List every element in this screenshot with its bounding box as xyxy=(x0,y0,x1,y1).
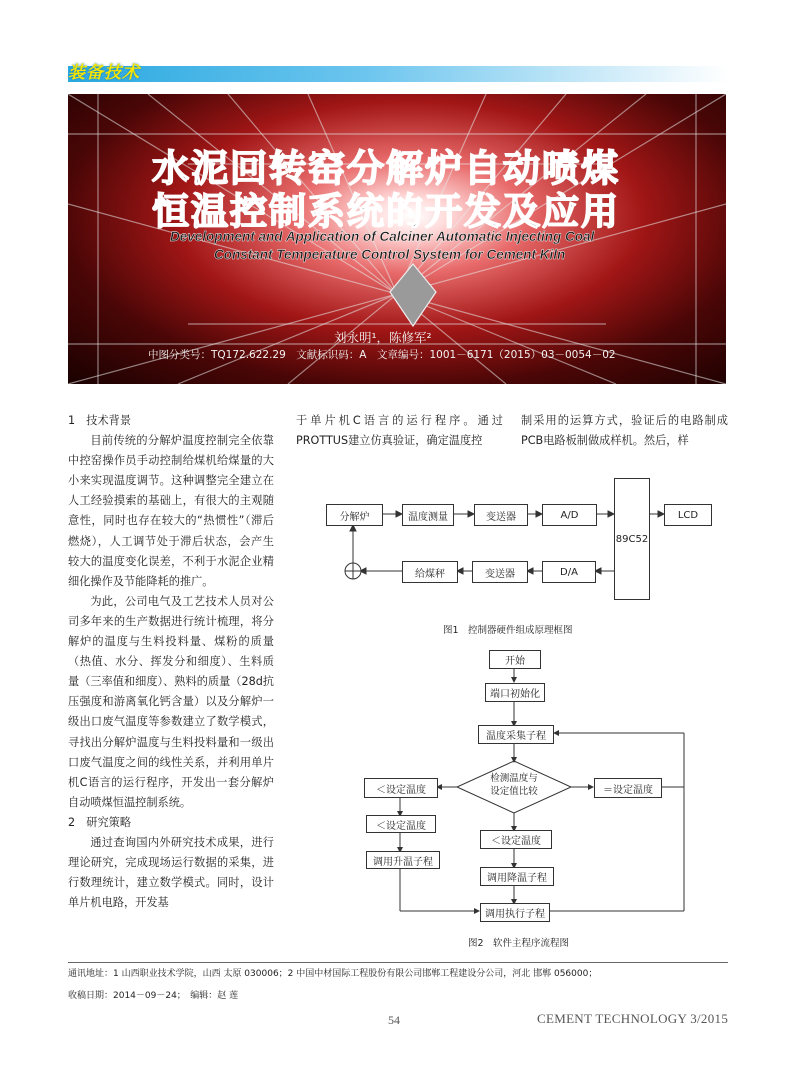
flow-less-left2: ＜设定温度 xyxy=(366,815,436,833)
box-transmitter-top: 变送器 xyxy=(474,504,528,526)
footer-address: 通讯地址：1 山西职业技术学院，山西 太原 030006；2 中国中材国际工程股份有限公司邯郸工程建设分公司，河北 邯郸 056000； xyxy=(68,969,598,979)
paragraph: 制采用的运算方式，验证后的电路制成PCB电路板制做成样机。然后，样 xyxy=(521,414,728,448)
flow-start: 开始 xyxy=(489,650,541,669)
box-transmitter-bottom: 变送器 xyxy=(472,561,528,583)
box-da: D/A xyxy=(542,561,596,583)
flow-call-exec: 调用执行子程 xyxy=(480,903,550,922)
figure-2-caption: 图2 软件主程序流程图 xyxy=(468,938,570,949)
box-ad: A/D xyxy=(542,504,597,526)
flow-eq-right: ＝设定温度 xyxy=(594,778,662,798)
footer-received: 收稿日期：2014－09－24； 编辑：赵 莲 xyxy=(68,991,239,1001)
box-coal-feeder: 给煤秤 xyxy=(402,561,458,583)
page-number: 54 xyxy=(388,1013,400,1027)
title-cn-line2: 恒温控制系统的开发及应用 xyxy=(152,190,620,233)
box-temp-measure: 温度测量 xyxy=(402,504,454,526)
flow-compare-line2: 设定值比较 xyxy=(490,786,538,797)
flow-less-left: ＜设定温度 xyxy=(364,778,438,798)
box-lcd: LCD xyxy=(664,504,712,526)
paragraph: 为此，公司电气及工艺技术人员对公司多年来的生产数据进行统计梳理，将分解炉的温度与生料投料量、煤粉的质量（热值、水分、挥发分和细度）、生料质量（三率值和细度）、熟料的质量（28d抗压强度和游离氧化钙含量）以及分解炉一级出口废气温度等参数建立了数学模式，寻找出分解炉温度与生料投料量和一级出口废气温度之间的线性关系，并利用单片机C语言的运行程序，开发出一套分解炉自动喷煤恒温控制系统。 xyxy=(68,594,274,809)
flow-call-cool: 调用降温子程 xyxy=(480,867,554,886)
box-calciner: 分解炉 xyxy=(326,504,383,526)
paragraph: 通过查询国内外研究技术成果，进行理论研究，完成现场运行数据的采集，进行数理统计，建立数学模式。同时，设计单片机电路，开发基 xyxy=(68,835,274,910)
authors: 刘永明¹，陈修军² xyxy=(334,330,432,345)
title-cn-line1: 水泥回转窑分解炉自动喷煤 xyxy=(152,147,620,190)
paragraph: 于单片机C语言的运行程序。通过PROTTUS建立仿真验证，确定温度控 xyxy=(296,414,503,448)
paragraph: 目前传统的分解炉温度控制完全依靠中控窑操作员手动控制给煤机给煤量的大小来实现温度调节。这种调整完全建立在人工经验摸索的基础上，有很大的主观随意性，同时也存在较大的“热惯性”（滞后燃烧），人工调节处于滞后状态，会产生较大的温度变化误差，不利于水泥企业精细化操作及节能降耗的推广。 xyxy=(68,434,274,588)
flow-compare xyxy=(476,772,552,798)
title-en-line1: Development and Application of Calciner Automatic Injecting Coal xyxy=(170,229,595,244)
footer-rule xyxy=(68,962,728,963)
journal-name: CEMENT TECHNOLOGY 3/2015 xyxy=(537,1011,729,1026)
flow-compare-line1: 检测温度与 xyxy=(490,773,538,784)
section-heading: 2 研究策略 xyxy=(68,815,132,829)
classification-line: 中图分类号：TQ172.622.29 文献标识码：A 文章编号：1001－6171（2015）03－0054－02 xyxy=(148,349,616,361)
section-heading: 1 技术背景 xyxy=(68,414,132,427)
section-label: 装备技术 xyxy=(68,63,140,83)
flow-port-init: 端口初始化 xyxy=(485,683,545,702)
flow-temp-sub: 温度采集子程 xyxy=(478,725,554,744)
title-en-line2: Constant Temperature Control System for Cement Kiln xyxy=(214,247,566,262)
figure-1-caption: 图1 控制器硬件组成原理框图 xyxy=(443,625,573,636)
flow-call-heat: 调用升温子程 xyxy=(366,851,440,869)
flow-less-mid: ＜设定温度 xyxy=(480,830,552,849)
box-mcu: 89C52 xyxy=(614,478,650,600)
